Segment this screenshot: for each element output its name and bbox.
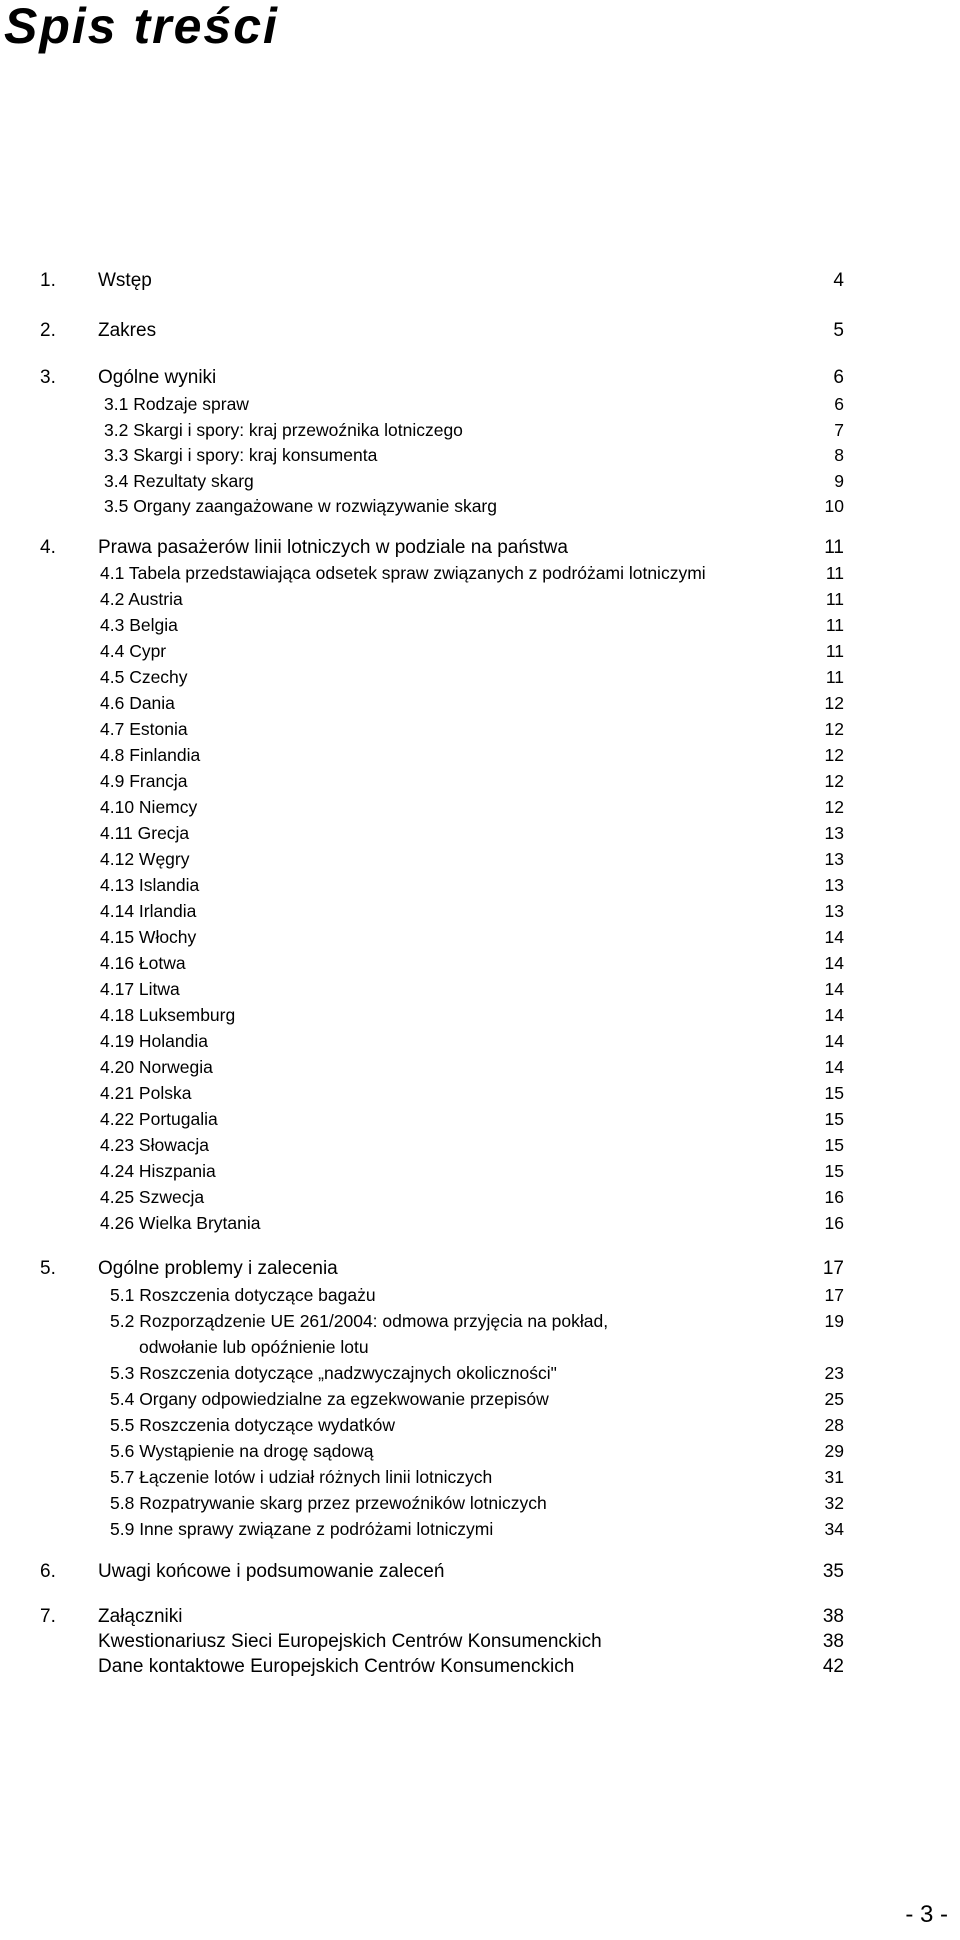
section-number: 2. <box>40 320 56 341</box>
section-title: Załączniki <box>98 1606 183 1627</box>
page-number: 29 <box>824 1441 844 1461</box>
page-number: 38 <box>822 1631 844 1652</box>
entry-title: 4.14 Irlandia <box>100 901 197 921</box>
entry-title: 3.4 Rezultaty skarg <box>104 471 254 491</box>
page-number: 12 <box>824 719 844 739</box>
entry-title: 5.1 Roszczenia dotyczące bagażu <box>110 1285 376 1305</box>
toc-entry-5-6[interactable] <box>0 1439 960 1463</box>
entry-title: 4.4 Cypr <box>100 641 167 661</box>
toc-entry-4-14[interactable] <box>0 899 960 923</box>
entry-title: 4.10 Niemcy <box>100 797 198 817</box>
entry-title: 4.8 Finlandia <box>100 745 201 765</box>
entry-title: 5.2 Rozporządzenie UE 261/2004: odmowa przyjęcia na pokład, <box>110 1311 609 1331</box>
page-number: 15 <box>824 1083 844 1103</box>
entry-title: 4.15 Włochy <box>100 927 197 947</box>
page-number: 28 <box>824 1415 844 1435</box>
entry-title: 4.26 Wielka Brytania <box>100 1213 261 1233</box>
entry-title: 4.6 Dania <box>100 693 175 713</box>
page-number: 11 <box>825 641 844 661</box>
toc-entry-4-18[interactable] <box>0 1003 960 1027</box>
page-number: 6 <box>833 367 844 388</box>
page-number: 9 <box>834 471 844 491</box>
toc-entry-4-22[interactable] <box>0 1107 960 1131</box>
page-number: 11 <box>825 667 844 687</box>
toc-entry-5-1[interactable] <box>0 1283 960 1307</box>
section-title: Prawa pasażerów linii lotniczych w podziale na państwa <box>98 537 568 558</box>
page-number: 15 <box>824 1161 844 1181</box>
section-number: 1. <box>40 270 56 291</box>
section-number: 3. <box>40 367 56 388</box>
toc-entry-3-3[interactable] <box>0 443 960 467</box>
toc-entry-3-4[interactable] <box>0 469 960 493</box>
page-number: 8 <box>834 445 844 465</box>
page-number: 16 <box>824 1213 844 1233</box>
entry-title: 4.13 Islandia <box>100 875 200 895</box>
section-title: Zakres <box>98 320 157 341</box>
page-number: 14 <box>824 979 844 999</box>
section-number: 5. <box>40 1258 56 1279</box>
page-number: 11 <box>824 537 844 558</box>
toc-entry-5-7[interactable] <box>0 1465 960 1489</box>
section-number: 6. <box>40 1561 56 1582</box>
entry-title: 5.6 Wystąpienie na drogę sądową <box>110 1441 374 1461</box>
entry-title: 4.12 Węgry <box>100 849 190 869</box>
entry-title: 5.3 Roszczenia dotyczące „nadzwyczajnych okoliczności" <box>110 1363 557 1383</box>
page-number: 17 <box>822 1258 844 1279</box>
toc-entry-4-9[interactable] <box>0 769 960 793</box>
entry-title: 4.25 Szwecja <box>100 1187 205 1207</box>
toc-entry-5-5[interactable] <box>0 1413 960 1437</box>
page-number: 13 <box>824 823 844 843</box>
entry-title: 4.1 Tabela przedstawiająca odsetek spraw związanych z podróżami lotniczymi <box>100 563 706 583</box>
entry-title: 5.9 Inne sprawy związane z podróżami lotniczymi <box>110 1519 494 1539</box>
toc-entry-4-1[interactable] <box>0 561 960 585</box>
toc-section-7[interactable] <box>0 1605 960 1629</box>
entry-title: Dane kontaktowe Europejskich Centrów Konsumenckich <box>98 1656 575 1677</box>
toc-entry-5-9[interactable] <box>0 1517 960 1541</box>
page-number: 16 <box>824 1187 844 1207</box>
page-number: 12 <box>824 797 844 817</box>
page-number: 15 <box>824 1109 844 1129</box>
toc-entry-4-4[interactable] <box>0 639 960 663</box>
page-number: 4 <box>833 270 844 291</box>
page-number: 10 <box>824 496 844 516</box>
entry-title: 3.1 Rodzaje spraw <box>104 394 249 414</box>
page-number: 15 <box>824 1135 844 1155</box>
page-number: 23 <box>824 1363 844 1383</box>
toc-entry-4-21[interactable] <box>0 1081 960 1105</box>
toc-entry-4-23[interactable] <box>0 1133 960 1157</box>
toc-entry-5-2-cont[interactable] <box>0 1335 960 1359</box>
section-number: 7. <box>40 1606 56 1627</box>
page-footer: - 3 - <box>905 1901 948 1928</box>
page-number: 42 <box>822 1656 844 1677</box>
entry-title: Kwestionariusz Sieci Europejskich Centrów Konsumenckich <box>98 1631 602 1652</box>
page-number: 25 <box>824 1389 844 1409</box>
section-number: 4. <box>40 537 56 558</box>
page-number: 11 <box>825 589 844 609</box>
section-title: Ogólne wyniki <box>98 367 217 388</box>
page-number: 17 <box>824 1285 844 1305</box>
entry-title: 5.4 Organy odpowiedzialne za egzekwowanie przepisów <box>110 1389 549 1409</box>
toc-entry-3-1[interactable] <box>0 392 960 416</box>
toc-entry-4-10[interactable] <box>0 795 960 819</box>
page-number: 19 <box>824 1311 844 1331</box>
toc-entry-4-24[interactable] <box>0 1159 960 1183</box>
page-number: 13 <box>824 849 844 869</box>
page-number: 13 <box>824 901 844 921</box>
entry-title: 4.2 Austria <box>100 589 183 609</box>
toc-entry-5-3[interactable] <box>0 1361 960 1385</box>
toc-entry-4-25[interactable] <box>0 1185 960 1209</box>
entry-title: 4.5 Czechy <box>100 667 188 687</box>
page-number: 31 <box>824 1467 844 1487</box>
page-number: 34 <box>824 1519 844 1539</box>
toc-entry-4-20[interactable] <box>0 1055 960 1079</box>
toc-entry-4-2[interactable] <box>0 587 960 611</box>
toc-entry-4-26[interactable] <box>0 1211 960 1235</box>
page-number: 14 <box>824 927 844 947</box>
page-number: 7 <box>834 420 844 440</box>
section-title: Wstęp <box>98 270 152 291</box>
page-number: 12 <box>824 771 844 791</box>
page-number: 14 <box>824 953 844 973</box>
page-number: 12 <box>824 693 844 713</box>
toc-entry-4-5[interactable] <box>0 665 960 689</box>
page-number: 14 <box>824 1031 844 1051</box>
entry-title: 4.9 Francja <box>100 771 188 791</box>
page-number: 6 <box>834 394 844 414</box>
entry-title: 4.23 Słowacja <box>100 1135 209 1155</box>
toc-entry-4-17[interactable] <box>0 977 960 1001</box>
toc-entry-4-6[interactable] <box>0 691 960 715</box>
toc-entry-4-15[interactable] <box>0 925 960 949</box>
page-title: Spis treści <box>4 0 279 54</box>
toc-entry-4-11[interactable] <box>0 821 960 845</box>
page-number: 32 <box>824 1493 844 1513</box>
entry-title: 4.19 Holandia <box>100 1031 208 1051</box>
entry-title: odwołanie lub opóźnienie lotu <box>139 1337 369 1357</box>
page-number: 38 <box>822 1606 844 1627</box>
page-number: 35 <box>822 1561 844 1582</box>
toc-entry-5-4[interactable] <box>0 1387 960 1411</box>
entry-title: 5.8 Rozpatrywanie skarg przez przewoźników lotniczych <box>110 1493 547 1513</box>
entry-title: 4.18 Luksemburg <box>100 1005 236 1025</box>
toc-entry-5-2[interactable] <box>0 1309 960 1333</box>
toc-section-3[interactable] <box>0 366 960 390</box>
section-title: Uwagi końcowe i podsumowanie zaleceń <box>98 1561 445 1582</box>
toc-entry-4-12[interactable] <box>0 847 960 871</box>
toc-entry-4-8[interactable] <box>0 743 960 767</box>
entry-title: 4.7 Estonia <box>100 719 188 739</box>
entry-title: 3.3 Skargi i spory: kraj konsumenta <box>104 445 378 465</box>
toc-section-1[interactable] <box>0 269 960 293</box>
entry-title: 4.3 Belgia <box>100 615 178 635</box>
entry-title: 4.16 Łotwa <box>100 953 186 973</box>
toc-section-2[interactable] <box>0 319 960 343</box>
entry-title: 4.11 Grecja <box>100 823 190 843</box>
toc-entry-4-7[interactable] <box>0 717 960 741</box>
toc-section-5[interactable] <box>0 1257 960 1281</box>
entry-title: 4.21 Polska <box>100 1083 192 1103</box>
entry-title: 3.5 Organy zaangażowane w rozwiązywanie skarg <box>104 496 497 516</box>
toc-entry-7-1[interactable] <box>0 1630 960 1654</box>
entry-title: 3.2 Skargi i spory: kraj przewoźnika lotniczego <box>104 420 463 440</box>
toc-entry-3-2[interactable] <box>0 418 960 442</box>
page-number: 13 <box>824 875 844 895</box>
entry-title: 4.22 Portugalia <box>100 1109 218 1129</box>
entry-title: 5.5 Roszczenia dotyczące wydatków <box>110 1415 395 1435</box>
toc-entry-4-19[interactable] <box>0 1029 960 1053</box>
page-number: 14 <box>824 1057 844 1077</box>
entry-title: 4.20 Norwegia <box>100 1057 213 1077</box>
entry-title: 5.7 Łączenie lotów i udział różnych linii lotniczych <box>110 1467 493 1487</box>
section-title: Ogólne problemy i zalecenia <box>98 1258 338 1279</box>
toc-entry-7-2[interactable] <box>0 1655 960 1679</box>
toc-section-6[interactable] <box>0 1560 960 1584</box>
page-number: 14 <box>824 1005 844 1025</box>
page-number: 11 <box>825 615 844 635</box>
toc-entry-3-5[interactable] <box>0 494 960 518</box>
toc-entry-4-16[interactable] <box>0 951 960 975</box>
toc-entry-5-8[interactable] <box>0 1491 960 1515</box>
entry-title: 4.17 Litwa <box>100 979 180 999</box>
toc-section-4[interactable] <box>0 536 960 560</box>
toc-entry-4-13[interactable] <box>0 873 960 897</box>
page-number: 11 <box>825 563 844 583</box>
toc-entry-4-3[interactable] <box>0 613 960 637</box>
page-number: 12 <box>824 745 844 765</box>
entry-title: 4.24 Hiszpania <box>100 1161 216 1181</box>
page-number: 5 <box>833 320 844 341</box>
